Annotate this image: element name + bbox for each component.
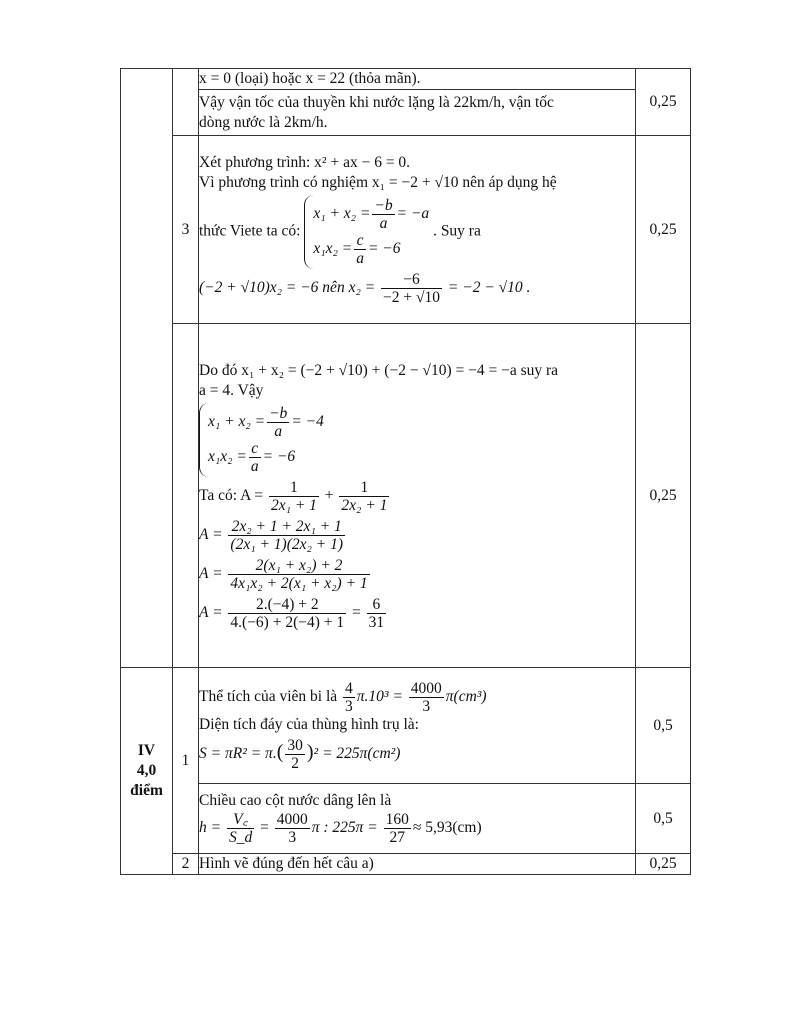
answer-text: Thể tích của viên bi là $\frac{4}{3}$ π.10³ = $\frac{4000}{3}$ π(cm³) Diện tích đáy của thùng hình trụ là: S = πR² = π.( $\frac{30}{2}$ )² = 225π(cm²) [199,668,636,784]
table-row [121,136,691,324]
part-cell-empty [121,69,173,668]
score-cell: 0,5 [636,668,691,784]
score-cell: 0,25 [636,854,691,875]
part-label: IV 4,0 điểm [121,668,173,875]
score-cell: 0,25 [636,136,691,324]
answer-text: Xét phương trình: x² + ax − 6 = 0. Vì phương trình có nghiệm x₁ = −2 + √10 nên áp dụng hệ thức Viete ta có: x₁ + x₂ = $\frac{-b}{a}$ = −a x₁x₂ = $\frac{c}{a}$ = −6 . Suy ra (−2 + √10)x₂ = −6 nên x₂ = $\frac{-6}{-2 + √10}$ = −2 − √10 . [199,136,636,324]
answer-text: Chiều cao cột nước dâng lên là h = $\frac{V꜀}{S\_d}$ = $\frac{4000}{3}$ π : 225π = $\frac{160}{27}$ ≈ 5,93(cm) [199,784,636,854]
answer-text: x = 0 (loại) hoặc x = 22 (thỏa mãn). [199,69,636,90]
score-cell: 0,25 [636,324,691,668]
item-number-cell [173,69,199,136]
answer-text: Do đó x₁ + x₂ = (−2 + √10) + (−2 − √10) = −4 = −a suy ra a = 4. Vậy x₁ + x₂ = $\frac{-b}{a}$ = −4 x₁x₂ = $\frac{c}{a}$ = −6 Ta có: A = $\frac{1}{\text{2x₁ + 1}}$ + $\frac{1}{\text{2x₂ + 1}}$ A = $\frac{\text{2x₂ + 1 + 2x₁ + 1}}{\text{(2x₁ + 1)(2x₂ + 1)}}$ A = $\frac{\text{2(x₁ + x₂) + 2}}{\text{4x₁x₂ + 2(x₁ + x₂) + 1}}$ A = $\frac{2.(-4) + 2}{4.(-6) + 2(-4) + 1}$ = $\frac{6}{31}$ [199,324,636,668]
item-number: 1 [173,668,199,854]
item-number: 2 [173,854,199,875]
table-row [121,324,691,668]
table-row [121,90,691,136]
equation-system: x₁ + x₂ = $\frac{-b}{a}$ = −a x₁x₂ = $\frac{c}{a}$ = −6 [304,195,429,269]
answer-text: Vậy vận tốc của thuyền khi nước lặng là 22km/h, vận tốc dòng nước là 2km/h. [199,90,636,136]
item-number-cell [173,324,199,668]
answer-text: Hình vẽ đúng đến hết câu a) [199,854,636,875]
grading-table [120,68,691,875]
table-row [121,668,691,784]
table-row [121,69,691,90]
score-cell: 0,5 [636,784,691,854]
score-cell: 0,25 [636,69,691,136]
item-number: 3 [173,136,199,324]
equation-system: x₁ + x₂ = $\frac{-b}{a}$ = −4 x₁x₂ = $\frac{c}{a}$ = −6 [199,403,324,477]
table-row [121,854,691,875]
table-row [121,784,691,854]
